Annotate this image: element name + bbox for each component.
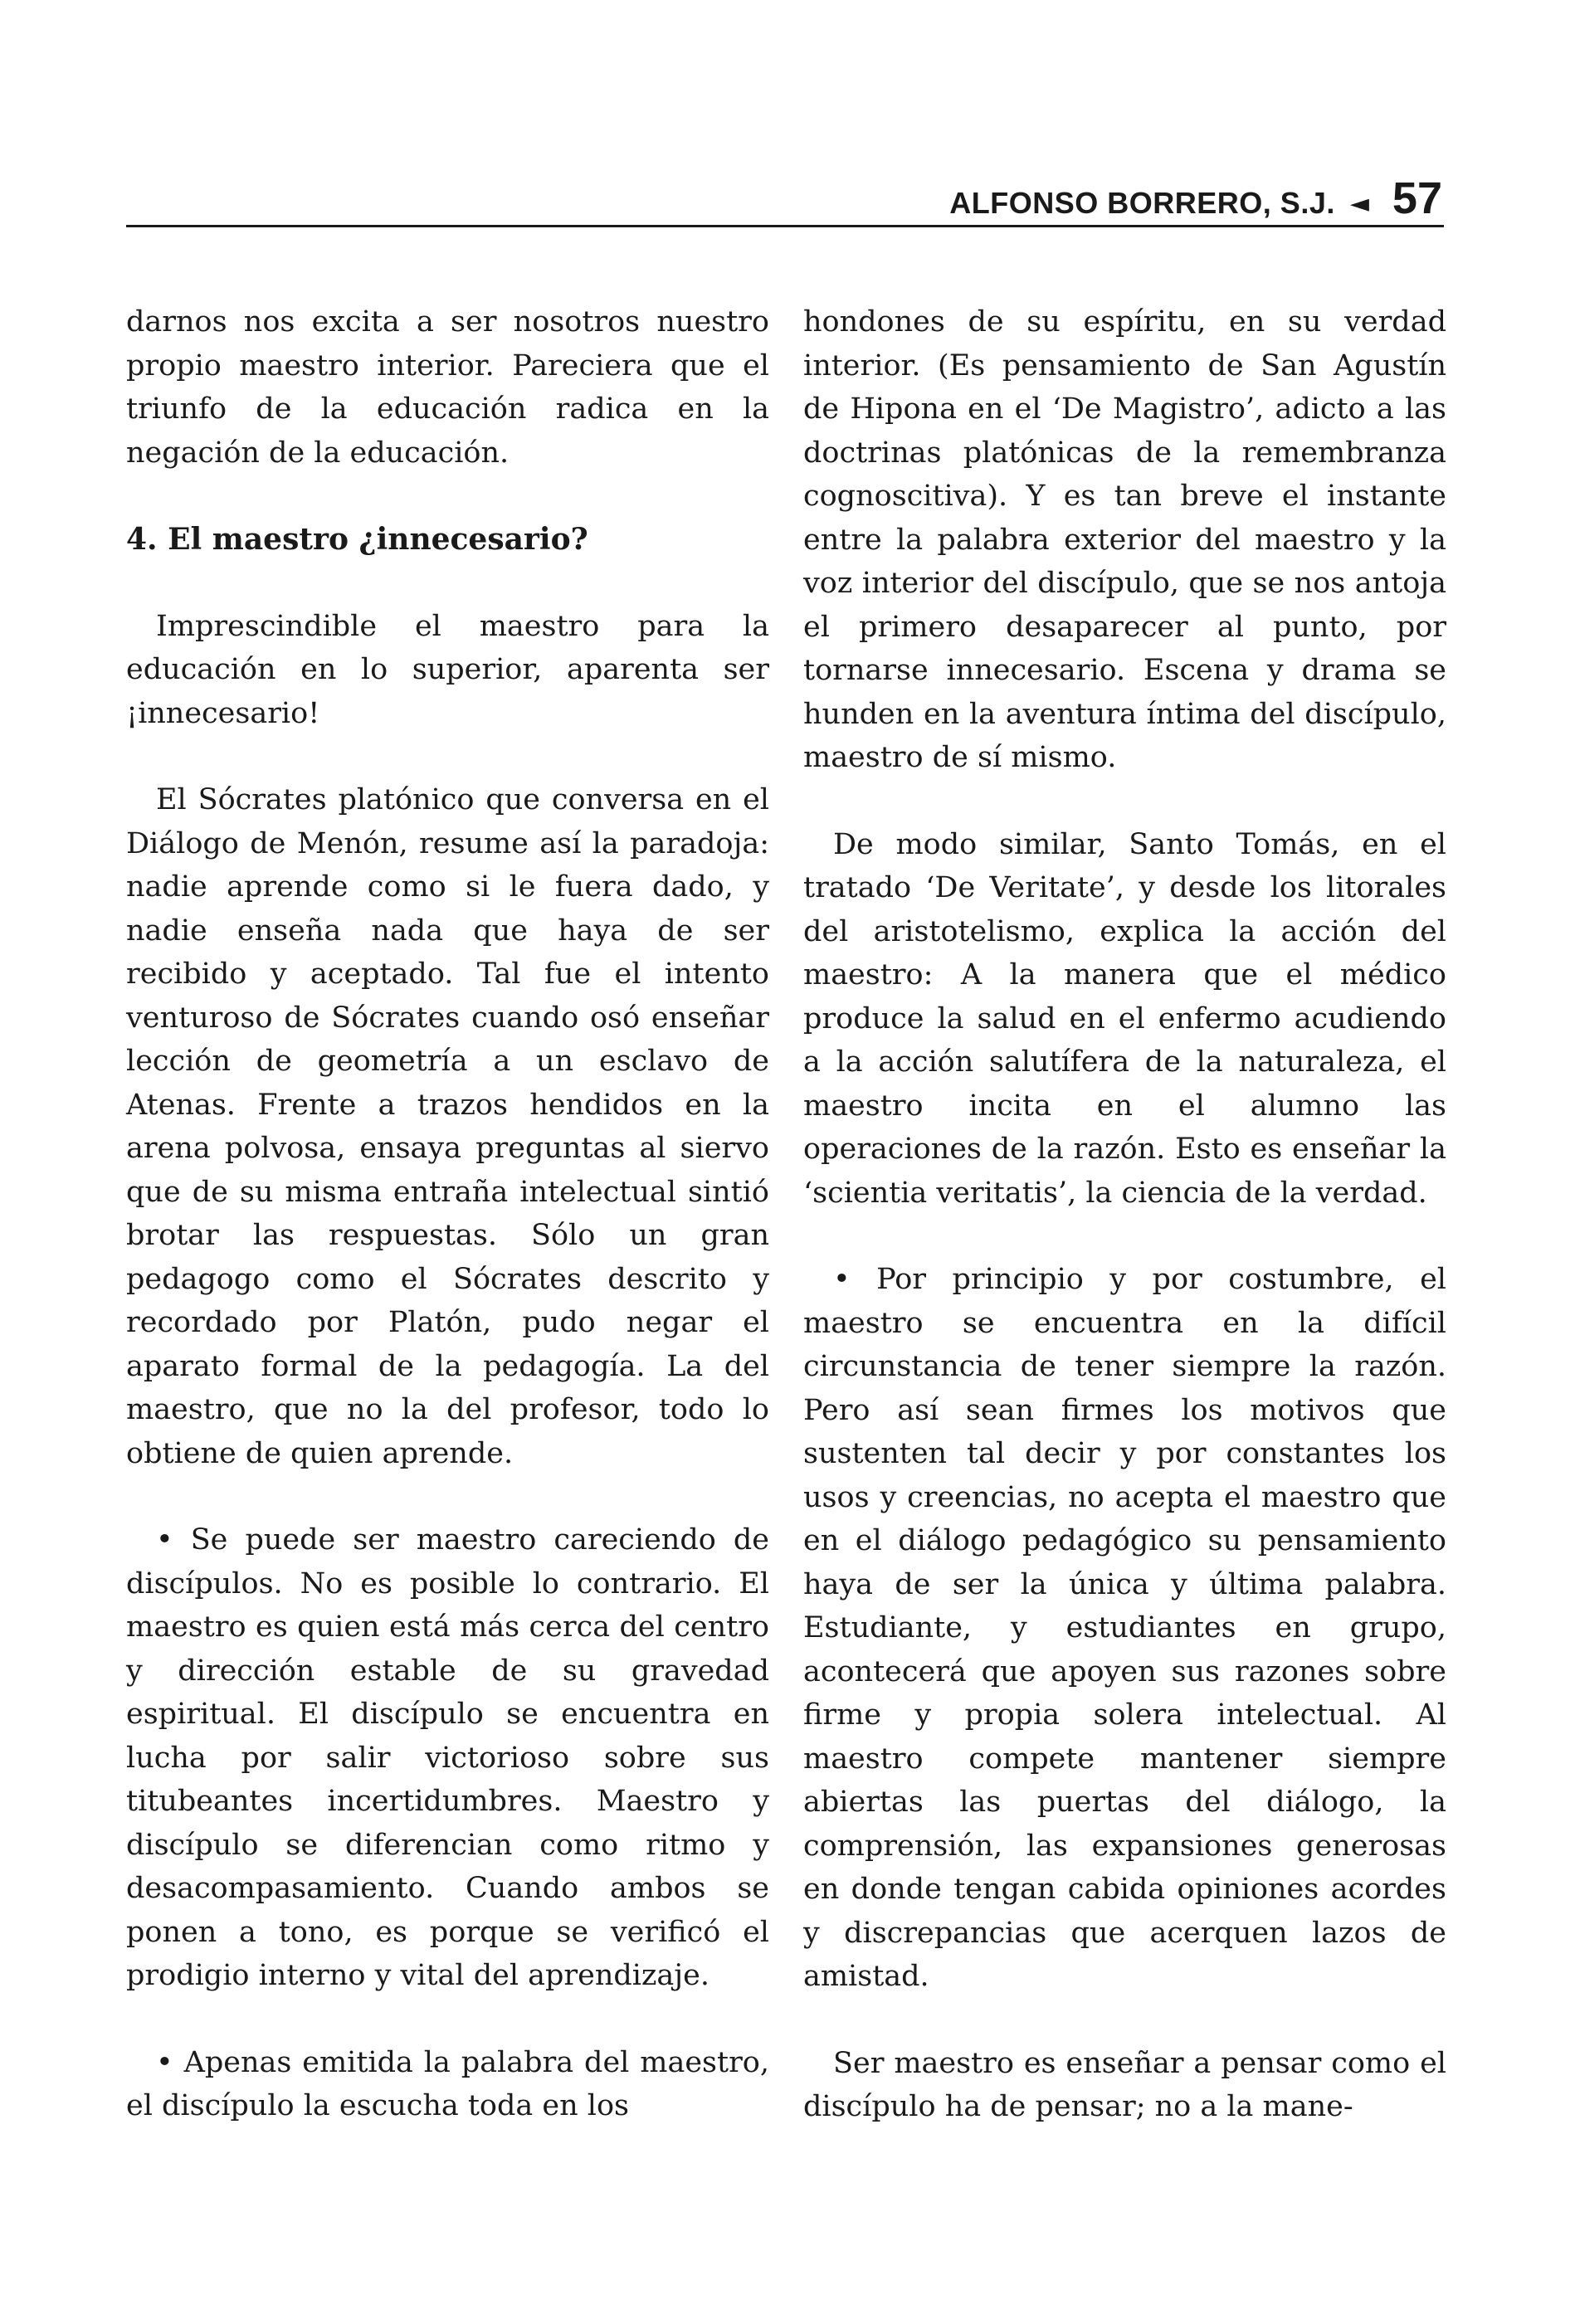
right-column	[803, 300, 1446, 2129]
running-header-author: ALFONSO BORRERO, S.J.	[949, 186, 1335, 220]
paragraph: hondones de su espíritu, en su verdad interior. (Es pensamiento de San Agustín de Hipona en el ‘De Magistro’, adicto a las doctrinas platónicas de la remembranza cognoscitiva). Y es tan breve el instante entre la palabra exterior del maestro y la voz interior del discípulo, que se nos antoja el primero desaparecer al punto, por tornarse innecesario. Escena y drama se hunden en la aventura íntima del discípulo, maestro de sí mismo.	[803, 305, 1446, 774]
paragraph: darnos nos excita a ser nosotros nuestro propio maestro interior. Pareciera que el triunfo de la educación radica en la negación de la educación.	[126, 305, 769, 470]
paragraph: Imprescindible el maestro para la educación en lo superior, aparenta ser ¡innecesario!	[126, 609, 769, 730]
bullet-paragraph: • Apenas emitida la palabra del maestro, el discípulo la escucha toda en los	[126, 2045, 769, 2122]
left-arrow-icon: ◄	[1349, 189, 1369, 218]
bullet-paragraph: • Se puede ser maestro careciendo de discípulos. No es posible lo contrario. El maestro es quien está más cerca del centro y dirección estable de su gravedad espiritual. El discípulo se encuentra en lucha por salir victorioso sobre sus titubeantes incertidumbres. Maestro y discípulo se diferencian como ritmo y desacompasamiento. Cuando ambos se ponen a tono, es porque se verificó el prodigio interno y vital del aprendizaje.	[126, 1523, 769, 1992]
left-column	[126, 300, 769, 2128]
header-rule	[126, 225, 1444, 227]
page-number: 57	[1392, 173, 1442, 223]
bullet-paragraph: • Por principio y por costumbre, el maestro se encuentra en la difícil circunstancia de tener siempre la razón. Pero así sean firmes los motivos que sustenten tal decir y por constantes los usos y creencias, no acepta el maestro que en el diálogo pedagógico su pensamiento haya de ser la única y última palabra. Estudiante, y estudiantes en grupo, acontecerá que apoyen sus razones sobre firme y propia solera intelectual. Al maestro compete mantener siempre abiertas las puertas del diálogo, la comprensión, las expansiones generosas en donde tengan cabida opiniones acordes y discrepancias que acerquen lazos de amistad.	[803, 1263, 1446, 1993]
paragraph: De modo similar, Santo Tomás, en el tratado ‘De Veritate’, y desde los litorales del aristotelismo, explica la acción del maestro: A la manera que el médico produce la salud en el enfermo acudiendo a la acción salutífera de la naturaleza, el maestro incita en el alumno las operaciones de la razón. Esto es enseñar la ‘scientia veritatis’, la ciencia de la verdad.	[803, 827, 1446, 1210]
paragraph: El Sócrates platónico que conversa en el Diálogo de Menón, resume así la paradoja: nadie aprende como si le fuera dado, y nadie enseña nada que haya de ser recibido y aceptado. Tal fue el intento venturoso de Sócrates cuando osó enseñar lección de geometría a un esclavo de Atenas. Frente a trazos hendidos en la arena polvosa, ensaya preguntas al siervo que de su misma entraña intelectual sintió brotar las respuestas. Sólo un gran pedagogo como el Sócrates descrito y recordado por Platón, pudo negar el aparato formal de la pedagogía. La del maestro, que no la del profesor, todo lo obtiene de quien aprende.	[126, 783, 769, 1470]
section-heading: 4. El maestro ¿innecesario?	[126, 522, 588, 557]
paragraph: Ser maestro es enseñar a pensar como el discípulo ha de pensar; no a la mane-	[803, 2046, 1446, 2123]
running-header	[949, 173, 1442, 224]
